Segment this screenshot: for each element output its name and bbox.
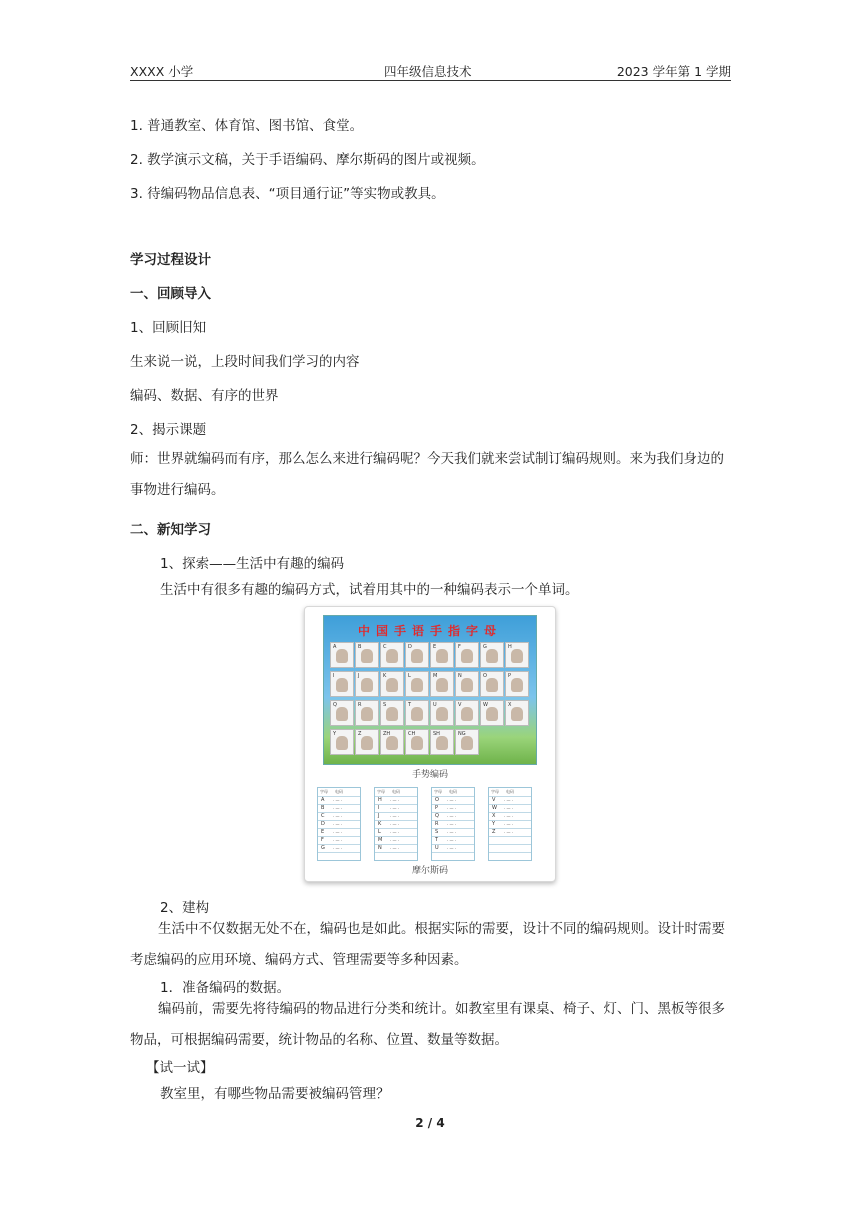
- hand-sign-icon: [486, 678, 498, 692]
- sign-chart-title: 中国手语手指字母: [357, 624, 502, 638]
- section1-p1: 生来说一说，上段时间我们学习的内容: [130, 354, 360, 370]
- sign-letter: C: [383, 644, 387, 650]
- sign-card: [430, 671, 454, 697]
- hand-sign-icon: [486, 649, 498, 663]
- morse-letter: Q: [435, 813, 439, 819]
- sign-letter: NG: [458, 731, 466, 737]
- hand-sign-icon: [511, 649, 523, 663]
- morse-code-glyph: · — ·: [333, 814, 343, 819]
- section1-p3: 师：世界就编码而有序，那么怎么来进行编码呢？今天我们就来尝试制订编码规则。来为我们身边的事物进行编码。: [130, 451, 724, 498]
- sign-card: [355, 700, 379, 726]
- morse-row-line: [375, 852, 417, 853]
- sign-letter: S: [383, 702, 387, 708]
- hand-sign-icon: [361, 736, 373, 750]
- hand-sign-icon: [386, 736, 398, 750]
- morse-code-glyph: · — ·: [447, 814, 457, 819]
- morse-letter: Z: [492, 829, 496, 835]
- try-label: 【试一试】: [146, 1060, 214, 1076]
- sign-letter: L: [408, 673, 411, 679]
- morse-code-glyph: · — ·: [390, 846, 400, 851]
- header-rule: [130, 80, 731, 81]
- sign-letter: SH: [433, 731, 440, 737]
- hand-sign-icon: [361, 678, 373, 692]
- sign-letter: T: [408, 702, 412, 708]
- morse-row-line: [489, 820, 531, 821]
- sign-letter: Y: [333, 731, 337, 737]
- morse-row-line: [432, 852, 474, 853]
- encoding-figure: [304, 606, 556, 882]
- sign-card: [355, 671, 379, 697]
- morse-code-glyph: · — ·: [333, 798, 343, 803]
- prep-item-2: 2. 教学演示文稿，关于手语编码、摩尔斯码的图片或视频。: [130, 152, 485, 168]
- morse-code-glyph: · — ·: [504, 822, 514, 827]
- morse-letter: X: [492, 813, 496, 819]
- morse-code-glyph: · — ·: [447, 798, 457, 803]
- morse-code-glyph: · — ·: [504, 830, 514, 835]
- section2-sub1: 1、探索——生活中有趣的编码: [160, 556, 345, 572]
- morse-header-code: 电码: [335, 789, 343, 794]
- morse-letter: U: [435, 845, 439, 851]
- morse-code-glyph: · — ·: [333, 830, 343, 835]
- morse-code-glyph: · — ·: [447, 838, 457, 843]
- morse-header-letter: 字母: [320, 789, 328, 794]
- sign-letter: A: [333, 644, 337, 650]
- morse-row-line: [318, 836, 360, 837]
- hand-sign-icon: [411, 649, 423, 663]
- prep-item-3: 3. 待编码物品信息表、“项目通行证”等实物或教具。: [130, 186, 445, 202]
- hand-sign-icon: [486, 707, 498, 721]
- morse-caption: 摩尔斯码: [411, 866, 448, 876]
- sign-card: [380, 729, 404, 755]
- morse-letter: W: [492, 805, 497, 811]
- sign-card: [430, 642, 454, 668]
- sign-letter: E: [433, 644, 437, 650]
- section2-p1: 生活中有很多有趣的编码方式，试着用其中的一种编码表示一个单词。: [160, 582, 579, 598]
- morse-letter: E: [321, 829, 325, 835]
- sign-letter: R: [358, 702, 362, 708]
- morse-letter: F: [321, 837, 324, 843]
- morse-letter: G: [321, 845, 325, 851]
- sign-card: [480, 700, 504, 726]
- morse-row-line: [318, 852, 360, 853]
- morse-letter: A: [321, 797, 325, 803]
- sign-card: [405, 671, 429, 697]
- sign-letter: Z: [358, 731, 362, 737]
- hand-sign-icon: [336, 736, 348, 750]
- morse-column: [317, 787, 361, 861]
- sign-card: [505, 642, 529, 668]
- morse-header-letter: 字母: [434, 789, 442, 794]
- sign-card: [380, 671, 404, 697]
- morse-letter: H: [378, 797, 382, 803]
- hand-sign-icon: [436, 649, 448, 663]
- morse-row-line: [489, 852, 531, 853]
- hand-sign-icon: [411, 707, 423, 721]
- sign-card: [455, 671, 479, 697]
- sign-card: [505, 671, 529, 697]
- page-number: 2 / 4: [415, 1116, 445, 1130]
- sign-letter: H: [508, 644, 512, 650]
- morse-letter: C: [321, 813, 325, 819]
- morse-row-line: [375, 828, 417, 829]
- morse-header-code: 电码: [449, 789, 457, 794]
- morse-column: [374, 787, 418, 861]
- morse-code-glyph: · — ·: [390, 830, 400, 835]
- gesture-caption: 手势编码: [411, 770, 448, 780]
- sign-card: [330, 671, 354, 697]
- morse-letter: L: [378, 829, 381, 835]
- header-term: 2023 学年第 1 学期: [616, 64, 731, 79]
- sign-card: [330, 700, 354, 726]
- sign-letter: K: [383, 673, 387, 679]
- sign-card: [505, 700, 529, 726]
- morse-letter: V: [492, 797, 496, 803]
- sign-card: [330, 729, 354, 755]
- morse-header-letter: 字母: [377, 789, 385, 794]
- morse-letter: I: [378, 805, 380, 811]
- sign-card: [405, 642, 429, 668]
- morse-row-line: [432, 836, 474, 837]
- section1-sub1: 1、回顾旧知: [130, 320, 207, 336]
- sign-letter: M: [433, 673, 438, 679]
- sign-card: [455, 729, 479, 755]
- morse-code-glyph: · — ·: [333, 838, 343, 843]
- morse-code-glyph: · — ·: [504, 814, 514, 819]
- morse-code-glyph: · — ·: [390, 806, 400, 811]
- sign-card: [330, 642, 354, 668]
- morse-letter: R: [435, 821, 439, 827]
- morse-code-glyph: · — ·: [504, 798, 514, 803]
- sign-card: [355, 642, 379, 668]
- morse-row-line: [432, 828, 474, 829]
- sign-letter: P: [508, 673, 512, 679]
- sign-card: [480, 642, 504, 668]
- sign-card: [455, 642, 479, 668]
- morse-letter: K: [378, 821, 382, 827]
- morse-header-letter: 字母: [491, 789, 499, 794]
- hand-sign-icon: [461, 649, 473, 663]
- hand-sign-icon: [361, 649, 373, 663]
- sign-card: [430, 700, 454, 726]
- morse-code-table: [317, 787, 545, 859]
- morse-letter: T: [435, 837, 439, 843]
- hand-sign-icon: [336, 707, 348, 721]
- section2-step1: 1．准备编码的数据。: [160, 980, 291, 996]
- morse-code-glyph: · — ·: [447, 806, 457, 811]
- morse-code-glyph: · — ·: [390, 822, 400, 827]
- hand-sign-icon: [411, 736, 423, 750]
- morse-code-glyph: · — ·: [447, 822, 457, 827]
- section2-title: 二、新知学习: [130, 522, 211, 538]
- sign-letter: CH: [408, 731, 416, 737]
- sign-language-chart: [323, 615, 537, 765]
- sign-card: [355, 729, 379, 755]
- morse-letter: S: [435, 829, 439, 835]
- section2-question: 教室里，有哪些物品需要被编码管理？: [160, 1086, 390, 1102]
- sign-letter: I: [333, 673, 335, 679]
- prep-item-1: 1. 普通教室、体育馆、图书馆、食堂。: [130, 118, 364, 134]
- sign-letter: D: [408, 644, 412, 650]
- sign-letter: G: [483, 644, 487, 650]
- hand-sign-icon: [461, 736, 473, 750]
- morse-row-line: [489, 836, 531, 837]
- morse-code-glyph: · — ·: [333, 806, 343, 811]
- sign-card: [405, 729, 429, 755]
- hand-sign-icon: [436, 707, 448, 721]
- morse-header-code: 电码: [392, 789, 400, 794]
- morse-letter: M: [378, 837, 383, 843]
- sign-letter: Q: [333, 702, 337, 708]
- morse-header-code: 电码: [506, 789, 514, 794]
- morse-code-glyph: · — ·: [447, 846, 457, 851]
- hand-sign-icon: [336, 678, 348, 692]
- morse-row-line: [375, 812, 417, 813]
- hand-sign-icon: [386, 649, 398, 663]
- process-title: 学习过程设计: [130, 252, 211, 268]
- morse-row-line: [375, 804, 417, 805]
- hand-sign-icon: [511, 707, 523, 721]
- section2-p2: 生活中不仅数据无处不在，编码也是如此。根据实际的需要，设计不同的编码规则。设计时需要考虑编码的应用环境、编码方式、管理需要等多种因素。: [130, 921, 725, 968]
- sign-letter: U: [433, 702, 437, 708]
- hand-sign-icon: [361, 707, 373, 721]
- morse-letter: Y: [492, 821, 496, 827]
- morse-letter: O: [435, 797, 439, 803]
- hand-sign-icon: [511, 678, 523, 692]
- sign-card: [405, 700, 429, 726]
- sign-card: [430, 729, 454, 755]
- hand-sign-icon: [461, 678, 473, 692]
- sign-letter: F: [458, 644, 461, 650]
- sign-card: [455, 700, 479, 726]
- morse-code-glyph: · — ·: [504, 806, 514, 811]
- section1-sub2: 2、揭示课题: [130, 422, 207, 438]
- hand-sign-icon: [336, 649, 348, 663]
- morse-code-glyph: · — ·: [390, 838, 400, 843]
- section1-p2: 编码、数据、有序的世界: [130, 388, 279, 404]
- sign-letter: J: [358, 673, 360, 679]
- hand-sign-icon: [386, 707, 398, 721]
- sign-letter: V: [458, 702, 462, 708]
- section2-p3: 编码前，需要先将待编码的物品进行分类和统计。如教室里有课桌、椅子、灯、门、黑板等很多物品，可根据编码需要，统计物品的名称、位置、数量等数据。: [130, 1001, 725, 1048]
- sign-letter: O: [483, 673, 487, 679]
- sign-letter: ZH: [383, 731, 391, 737]
- header-subject: 四年级信息技术: [384, 64, 472, 79]
- morse-code-glyph: · — ·: [447, 830, 457, 835]
- morse-row-line: [432, 804, 474, 805]
- morse-code-glyph: · — ·: [390, 798, 400, 803]
- morse-letter: N: [378, 845, 382, 851]
- sign-card: [480, 671, 504, 697]
- morse-row-line: [375, 820, 417, 821]
- morse-row-line: [318, 828, 360, 829]
- sign-letter: B: [358, 644, 362, 650]
- sign-card: [380, 700, 404, 726]
- sign-letter: N: [458, 673, 462, 679]
- hand-sign-icon: [386, 678, 398, 692]
- section1-title: 一、回顾导入: [130, 286, 211, 302]
- morse-column: [431, 787, 475, 861]
- header-school: XXXX 小学: [130, 64, 194, 79]
- morse-letter: J: [378, 813, 380, 819]
- hand-sign-icon: [411, 678, 423, 692]
- morse-code-glyph: · — ·: [390, 814, 400, 819]
- morse-letter: P: [435, 805, 439, 811]
- morse-letter: B: [321, 805, 325, 811]
- sign-card: [380, 642, 404, 668]
- morse-code-glyph: · — ·: [333, 822, 343, 827]
- morse-column: [488, 787, 532, 861]
- section2-sub2: 2、建构: [160, 900, 210, 916]
- page-header: [130, 62, 731, 78]
- sign-letter: W: [483, 702, 488, 708]
- sign-letter: X: [508, 702, 512, 708]
- morse-code-glyph: · — ·: [333, 846, 343, 851]
- morse-letter: D: [321, 821, 325, 827]
- hand-sign-icon: [461, 707, 473, 721]
- morse-row-line: [489, 844, 531, 845]
- hand-sign-icon: [436, 678, 448, 692]
- hand-sign-icon: [436, 736, 448, 750]
